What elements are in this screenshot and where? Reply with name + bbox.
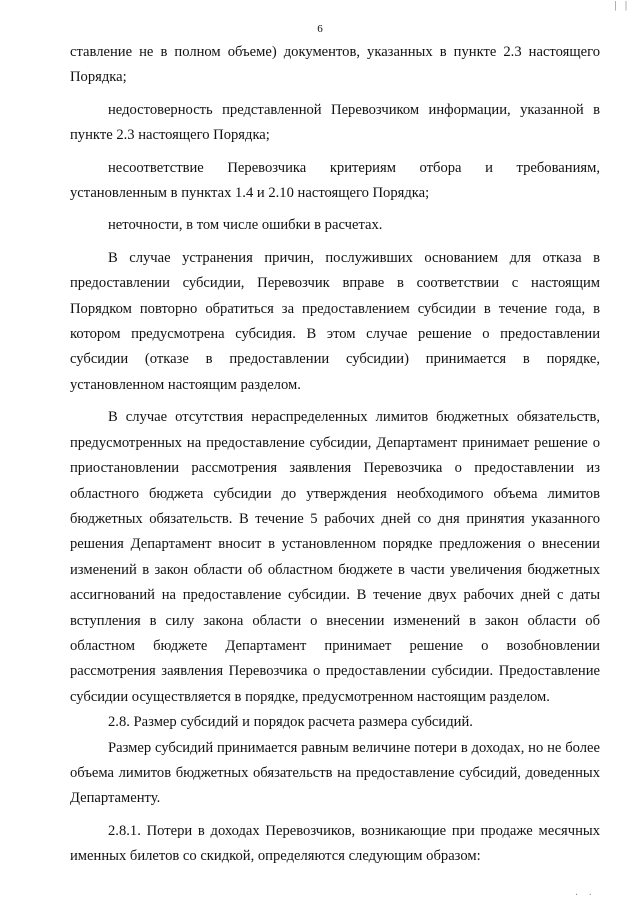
paragraph-reapplication: В случае устранения причин, послуживших основанием для отказа в предоставлении субсидии, Перевозчик вправе в соответствии с настоящим Порядком повторно обратиться за предоставлением субсидии в течение года, в котором предусмотрена субсидия. В этом случае решение о предоставлении субсидии (отказе в предоставлении субсидии) принимается в порядке, установленном настоящим разделом.: [70, 249, 600, 393]
scan-artifact-top: | |: [614, 0, 630, 11]
paragraph-reason-errors: неточности, в том числе ошибки в расчетах.: [108, 217, 383, 234]
paragraph-suspension: В случае отсутствия нераспределенных лимитов бюджетных обязательств, предусмотренных на предоставление субсидии, Департамент принимает решение о приостановлении рассмотрения заявления Перевозчика о предоставлении из областного бюджета субсидии до утверждения необходимого объема лимитов бюджетных обязательств. В течение 5 рабочих дней со дня принятия указанного решения Департамент вносит в установленном порядке предложения о внесении изменений в закон области об областном бюджете в части увеличения бюджетных ассигнований на предоставление субсидии. В течение двух рабочих дней с даты вступления в силу закона области о внесении изменений в закон области об областном бюджете Департамент принимает решение о возобновлении рассмотрения заявления Перевозчика о предоставлении субсидии. Предоставление субсидии осуществляется в порядке, предусмотренном настоящим разделом.: [70, 409, 600, 705]
section-heading-2-8: 2.8. Размер субсидий и порядок расчета размера субсидий.: [108, 714, 473, 731]
body-text: [70, 40, 600, 870]
paragraph-reason-unreliable-info: недостоверность представленной Перевозчиком информации, указанной в пункте 2.3 настоящего Порядка;: [70, 101, 600, 144]
scan-artifact-bottom: · ·: [574, 890, 596, 901]
paragraph-subsidy-size: Размер субсидий принимается равным величине потери в доходах, но не более объема лимитов бюджетных обязательств на предоставление субсидий, доведенных Департаменту.: [70, 739, 600, 807]
paragraph-continuation: ставление не в полном объеме) документов, указанных в пункте 2.3 настоящего Порядка;: [70, 44, 600, 86]
paragraph-2-8-1: 2.8.1. Потери в доходах Перевозчиков, возникающие при продаже месячных именных билетов со скидкой, определяются следующим образом:: [70, 822, 600, 865]
paragraph-reason-noncompliance: несоответствие Перевозчика критериям отбора и требованиям, установленным в пунктах 1.4 и 2.10 настоящего Порядка;: [70, 159, 600, 202]
page-number: 6: [317, 23, 323, 35]
